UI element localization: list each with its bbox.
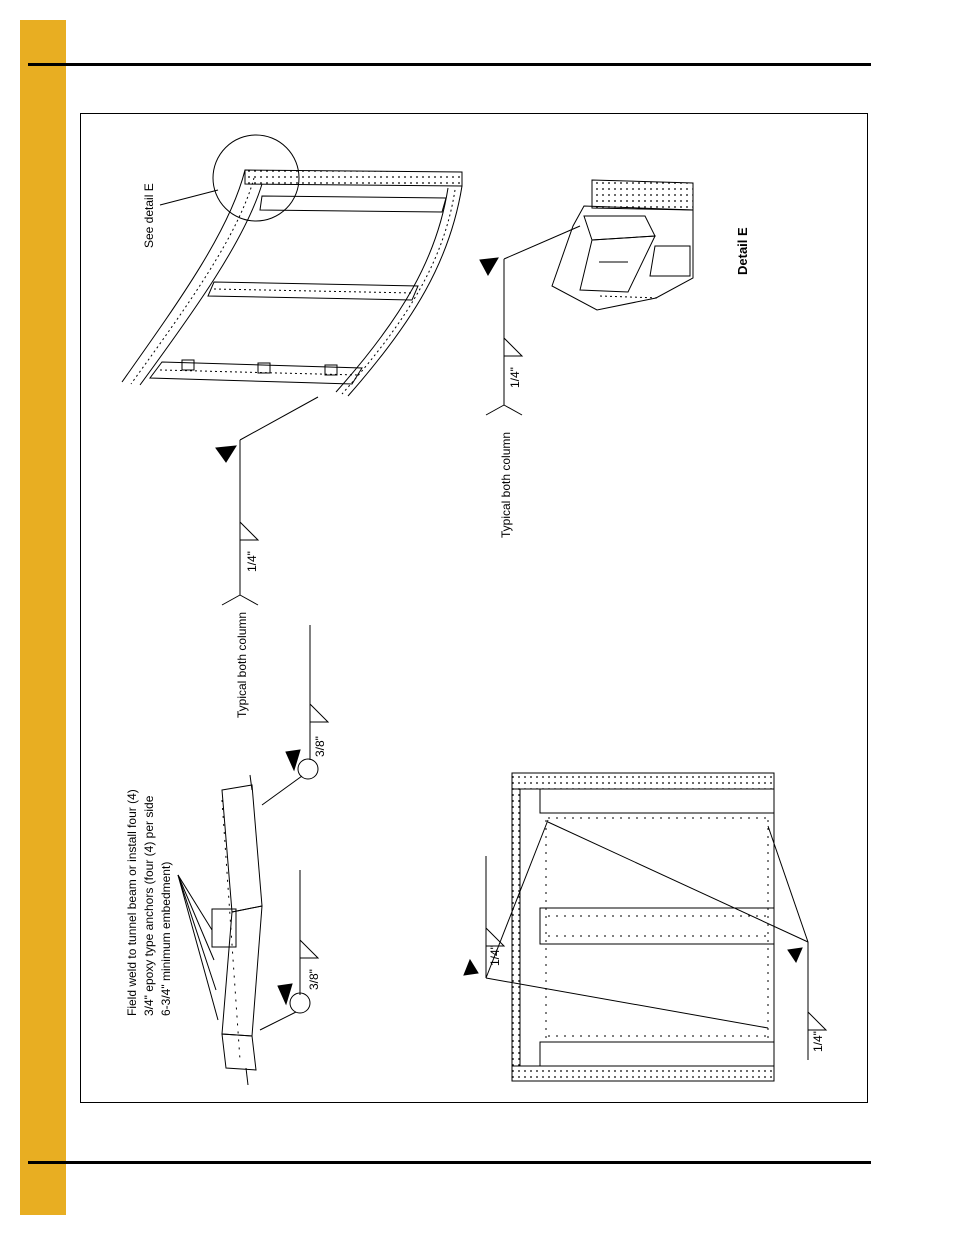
iso-cross-middle	[208, 282, 418, 300]
weld-quarter-b: 1/4"	[508, 367, 522, 388]
iso-right-beam-inner	[336, 188, 448, 392]
profile-bottom-line	[246, 1068, 248, 1085]
plan-left-strip	[512, 789, 520, 1066]
plan-bottom-band	[540, 1042, 774, 1066]
iso-gusset-3	[182, 360, 194, 370]
weld-quarter-d: 1/4"	[811, 1031, 825, 1052]
see-detail-label: See detail E	[142, 183, 156, 248]
field-weld-note-line3: 6-3/4" minimum embedment)	[159, 861, 173, 1016]
detail-e-side-box	[650, 246, 690, 276]
weld-circle-upper	[298, 759, 318, 779]
iso-right-beam-outer	[348, 186, 462, 396]
typical-left-label: Typical both column	[235, 611, 249, 718]
plan-view	[464, 773, 826, 1081]
plan-top-strip	[512, 773, 774, 789]
detail-e-outline	[552, 206, 693, 310]
profile-middle-segment	[222, 906, 262, 1036]
detail-e-view	[504, 180, 693, 310]
side-profile-view	[178, 625, 328, 1085]
detail-e-title: Detail E	[735, 227, 750, 275]
field-weld-note-line2: 3/4" epoxy type anchors (four (4) per side	[142, 795, 156, 1016]
iso-top-beam	[245, 170, 462, 186]
profile-upper-segment	[222, 785, 262, 912]
iso-cross-top	[260, 196, 446, 212]
iso-cross-middle-holes	[214, 289, 414, 293]
plan-top-band	[540, 789, 774, 813]
detail-e-weld-leader	[504, 226, 580, 259]
weld-threeeighths-a: 3/8"	[313, 736, 327, 757]
weld-circle-lower	[290, 993, 310, 1013]
iso-left-beam-inner	[140, 184, 262, 385]
detail-e-holes	[600, 296, 660, 298]
weld-symbol-right	[480, 258, 522, 415]
weld-quarter-c: 1/4"	[488, 945, 502, 966]
detail-e-top-plate	[592, 180, 693, 210]
detail-e-front-box	[580, 236, 655, 292]
plan-center-beam	[540, 908, 774, 944]
typical-right-label: Typical both column	[499, 431, 513, 538]
weld-threeeighths-b: 3/8"	[307, 969, 321, 990]
profile-top-line	[250, 775, 252, 790]
weld-quarter-a: 1/4"	[245, 551, 259, 572]
profile-plate	[212, 909, 236, 947]
plan-outline	[512, 773, 774, 1081]
isometric-frame-view	[122, 135, 462, 396]
see-detail-leader	[160, 190, 218, 205]
weld-symbol-left-top	[216, 397, 318, 605]
iso-right-beam-holes	[342, 190, 455, 394]
field-weld-note-line1: Field weld to tunnel beam or install four (4)	[125, 789, 139, 1016]
iso-left-beam-outer	[122, 170, 245, 382]
plan-bottom-strip	[512, 1066, 774, 1081]
